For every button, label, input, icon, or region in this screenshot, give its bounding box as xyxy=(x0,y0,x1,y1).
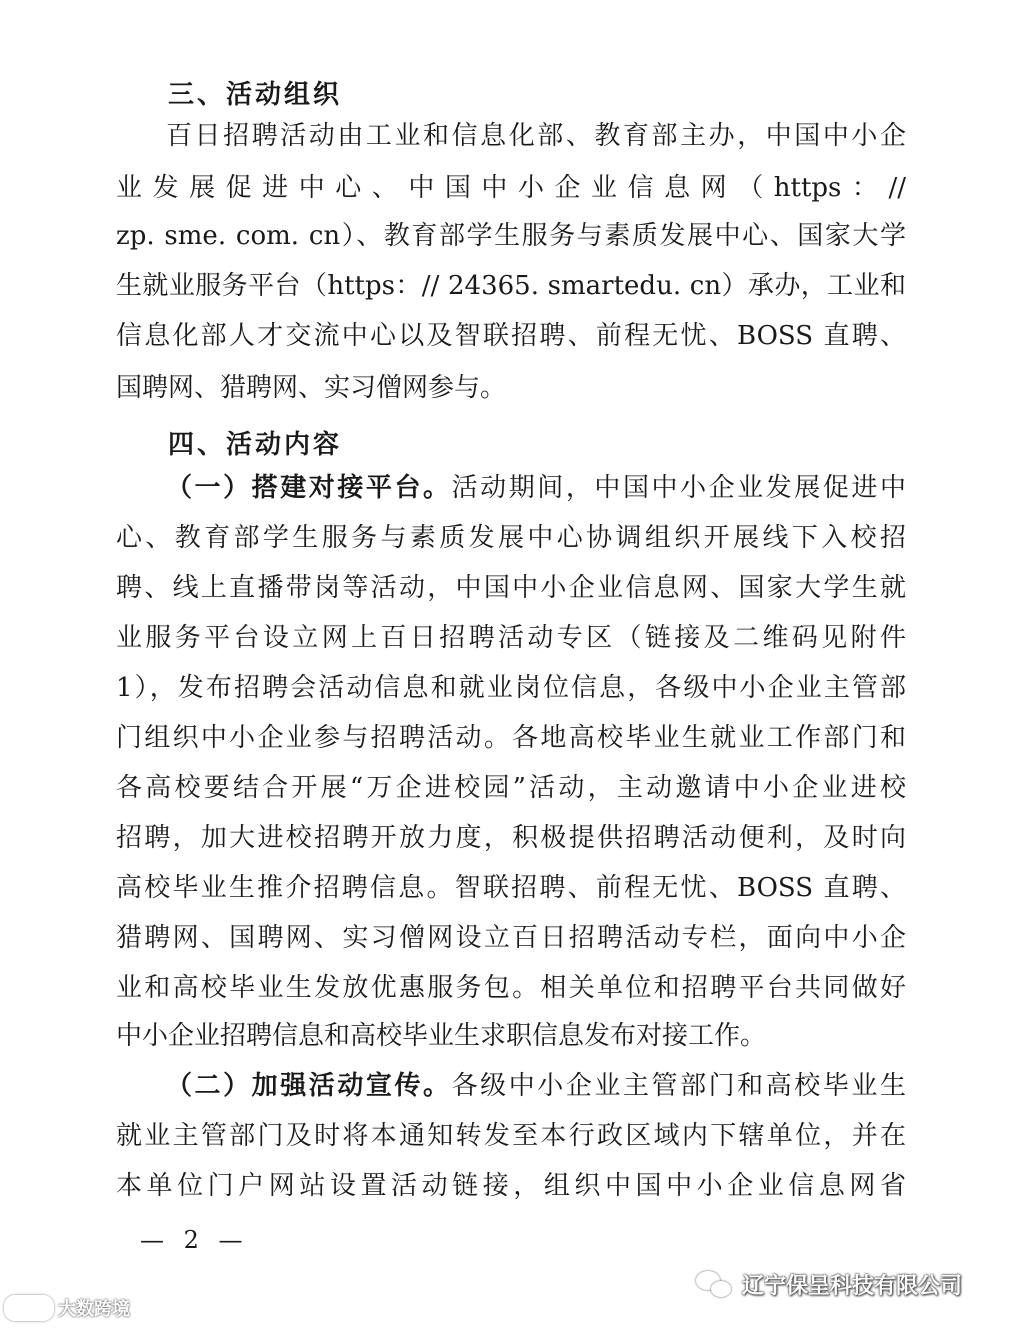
page-number: — 2 — xyxy=(140,1226,249,1254)
body-line: 各高校要结合开展“万企进校园”活动，主动邀请中小企业进校 xyxy=(116,773,906,803)
body-line: 高校毕业生推介招聘信息。智联招聘、前程无忧、BOSS 直聘、 xyxy=(116,873,906,903)
brand-logo-icon xyxy=(4,1295,54,1321)
wechat-watermark xyxy=(696,1266,962,1302)
body-line: 门组织中小企业参与招聘活动。各地高校毕业生就业工作部门和 xyxy=(116,723,906,753)
paragraph-lead: （二）加强活动宣传。 xyxy=(166,1071,452,1101)
watermark-company-name: 辽宁保呈科技有限公司 xyxy=(742,1273,963,1299)
body-line: 百日招聘活动由工业和信息化部、教育部主办，中国中小企 xyxy=(166,121,906,151)
paragraph-lead-line xyxy=(166,470,906,506)
paragraph-lead-rest: 活动期间，中国中小企业发展促进中 xyxy=(451,473,906,503)
body-line: 心、教育部学生服务与素质发展中心协调组织开展线下入校招 xyxy=(116,523,906,553)
body-line: 业和高校毕业生发放优惠服务包。相关单位和招聘平台共同做好 xyxy=(116,973,906,1003)
wechat-icon xyxy=(696,1269,734,1299)
body-line: 猎聘网、国聘网、实习僧网设立百日招聘活动专栏，面向中小企 xyxy=(116,923,906,953)
body-line: 聘、线上直播带岗等活动，中国中小企业信息网、国家大学生就 xyxy=(116,573,906,603)
watermark-brand-name: 大数跨境 xyxy=(58,1299,130,1320)
body-line: 生就业服务平台（https：// 24365. smartedu. cn）承办，工业和 xyxy=(116,271,906,301)
body-line: 信息化部人才交流中心以及智联招聘、前程无忧、BOSS 直聘、 xyxy=(116,321,906,351)
paragraph-lead-line xyxy=(166,1068,906,1104)
paragraph-lead-rest: 各级中小企业主管部门和高校毕业生 xyxy=(451,1071,906,1101)
section-heading-3: 三、活动组织 xyxy=(168,80,343,110)
body-line: 业服务平台设立网上百日招聘活动专区（链接及二维码见附件 xyxy=(116,623,906,653)
body-line: 业发展促进中心、中国中小企业信息网（https：// xyxy=(116,173,906,203)
brand-watermark xyxy=(4,1294,130,1322)
body-line: 国聘网、猎聘网、实习僧网参与。 xyxy=(116,373,507,403)
section-heading-4: 四、活动内容 xyxy=(168,430,343,460)
paragraph-lead: （一）搭建对接平台。 xyxy=(166,473,452,503)
body-line: 中小企业招聘信息和高校毕业生求职信息发布对接工作。 xyxy=(116,1021,767,1051)
body-line: 本单位门户网站设置活动链接，组织中国中小企业信息网省 xyxy=(116,1171,906,1201)
body-line: 就业主管部门及时将本通知转发至本行政区域内下辖单位，并在 xyxy=(116,1121,906,1151)
body-line: zp. sme. com. cn）、教育部学生服务与素质发展中心、国家大学 xyxy=(116,221,906,251)
body-line: 招聘，加大进校招聘开放力度，积极提供招聘活动便利，及时向 xyxy=(116,823,906,853)
body-line: 1），发布招聘会活动信息和就业岗位信息，各级中小企业主管部 xyxy=(116,673,906,703)
